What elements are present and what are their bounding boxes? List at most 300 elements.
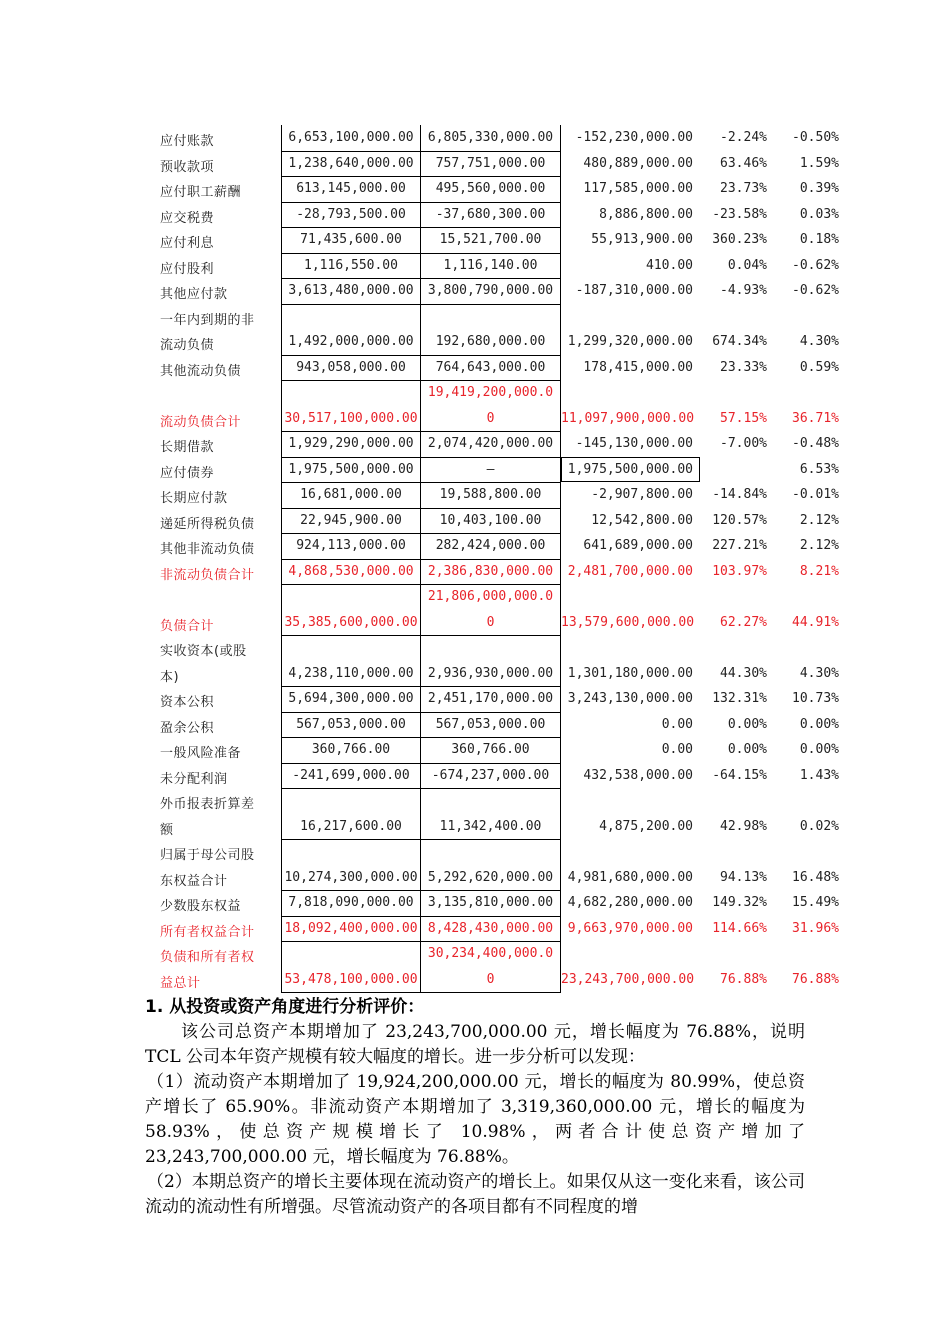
structure-change-cell [767,508,839,534]
row-label [160,227,278,253]
prior-period-cell [421,355,561,381]
row-label-line: 负债合计 [160,618,215,634]
current-period-cell [281,457,421,483]
row-label-line: 所有者权益合计 [160,924,255,940]
prior-period-cell-value: 2,451,170,000.00 [427,691,554,706]
prior-period-cell [421,380,561,431]
prior-period-cell-value: 5,292,620,000.00 [427,869,554,885]
prior-period-cell-value: 282,424,000.00 [435,538,546,553]
row-label-line: 应付利息 [160,236,215,251]
row-label-line: 应付股利 [160,261,215,277]
change-amount-cell-value: -152,230,000.00 [575,130,693,145]
row-label [160,253,278,279]
prior-period-cell [421,584,561,635]
structure-change-cell [767,176,839,202]
current-period-cell [281,227,421,253]
current-period-cell-value: -28,793,500.00 [296,206,406,222]
change-amount-cell [561,431,693,457]
prior-period-cell-value: 764,643,000.00 [435,359,546,375]
prior-period-cell [421,788,561,839]
row-label-line: 少数股东权益 [160,899,242,914]
table-row [0,890,950,916]
structure-change-cell-value: 0.03% [799,206,839,222]
row-label [160,278,278,304]
prior-period-cell-line: 0 [486,410,495,426]
current-period-cell-value: 1,929,290,000.00 [288,436,414,451]
prior-period-cell-value: 19,588,800.00 [439,487,542,502]
change-amount-cell [561,355,693,381]
change-rate-cell [693,635,767,686]
change-amount-cell [561,712,693,738]
change-amount-cell [561,176,693,202]
prior-period-cell [421,482,561,508]
current-period-cell-value: 924,113,000.00 [296,538,406,553]
change-amount-cell [561,380,693,431]
row-label-line: 其他非流动负债 [160,542,255,557]
change-rate-cell-value: 103.97% [712,563,767,579]
change-rate-cell [693,304,767,355]
current-period-cell [281,737,421,763]
change-amount-cell [561,253,693,279]
prior-period-cell [421,508,561,534]
current-period-cell [281,508,421,534]
prior-period-cell-value: 15,521,700.00 [439,232,542,247]
change-rate-cell [693,380,767,431]
row-label-line: 长期应付款 [160,491,228,506]
current-period-cell [281,304,421,355]
row-label [160,559,278,585]
structure-change-cell-value: 10.73% [792,691,839,706]
prior-period-cell [421,431,561,457]
structure-change-cell-value: 0.39% [799,181,839,196]
current-period-cell-value: 30,517,100,000.00 [284,410,418,426]
structure-change-cell [767,125,839,151]
structure-change-cell-value: -0.62% [792,283,839,298]
change-amount-cell [561,890,693,916]
structure-change-cell [767,278,839,304]
table-row [0,941,950,992]
current-period-cell-value: 6,653,100,000.00 [288,130,414,145]
structure-change-cell-value: -0.01% [792,487,839,502]
change-amount-cell-value: -187,310,000.00 [575,283,693,298]
change-rate-cell [693,941,767,992]
prior-period-cell-value: 192,680,000.00 [435,334,546,349]
structure-change-cell [767,355,839,381]
current-period-cell-value: 16,217,600.00 [300,818,402,834]
current-period-cell-value: 360,766.00 [311,742,391,757]
row-label [160,941,278,992]
prior-period-cell [421,941,561,992]
structure-change-cell [767,839,839,890]
current-period-cell-value: 53,478,100,000.00 [284,971,418,987]
change-rate-cell-value: 0.04% [727,257,767,273]
change-amount-cell [561,763,693,789]
prior-period-cell [421,304,561,355]
structure-change-cell [767,227,839,253]
change-rate-cell-value: 63.46% [720,155,767,171]
change-rate-cell-value: -64.15% [712,767,767,783]
current-period-cell [281,763,421,789]
current-period-cell-value: 4,238,110,000.00 [288,665,414,681]
change-amount-cell [561,559,693,585]
row-label-line: 应付职工薪酬 [160,185,242,200]
structure-change-cell-value: 2.12% [799,512,839,528]
current-period-cell-value: 71,435,600.00 [300,232,402,247]
row-label-line: 一年内到期的非 [160,312,255,328]
row-label-line: 应交税费 [160,210,215,226]
prior-period-cell [421,763,561,789]
change-rate-cell [693,508,767,534]
change-amount-cell [561,584,693,635]
current-period-cell-value: 1,492,000,000.00 [288,334,414,349]
structure-change-cell-value: -0.48% [792,436,839,451]
change-amount-cell-value: 4,875,200.00 [599,818,693,834]
change-amount-cell-value: 8,886,800.00 [599,206,693,222]
change-amount-cell-value: 13,579,600,000.00 [561,614,695,630]
change-amount-cell [561,941,693,992]
structure-change-cell-value: 0.02% [799,818,839,834]
current-period-cell [281,839,421,890]
structure-change-cell-value: 4.30% [799,665,839,681]
table-row [0,916,950,942]
prior-period-cell [421,151,561,177]
current-period-cell [281,941,421,992]
change-amount-cell-value: 3,243,130,000.00 [567,691,693,706]
prior-period-cell-line: 19,419,200,000.0 [427,385,554,400]
paragraph-3-text: （2）本期总资产的增长主要体现在流动资产的增长上。如果仅从这一变化来看，该公司流动的流动性有所增强。尽管流动资产的各项目都有不同程度的增 [145,1172,805,1217]
change-rate-cell [693,763,767,789]
change-amount-cell-value: 432,538,000.00 [583,767,693,783]
current-period-cell-value: 35,385,600,000.00 [284,614,418,630]
row-label [160,431,278,457]
prior-period-cell-line: 0 [486,614,495,630]
structure-change-cell [767,533,839,559]
current-period-cell [281,125,421,151]
structure-change-cell-value: 76.88% [792,971,839,987]
prior-period-cell [421,686,561,712]
change-rate-cell [693,737,767,763]
structure-change-cell-value: 16.48% [792,869,839,885]
change-rate-cell [693,686,767,712]
change-rate-cell-value: -14.84% [712,487,767,502]
row-label-line: 流动负债 [160,338,215,353]
prior-period-cell-value: 360,766.00 [451,742,530,757]
table-row [0,176,950,202]
row-label-line: 本) [160,669,180,685]
prior-period-cell-value: 3,800,790,000.00 [427,283,554,298]
change-amount-cell [561,686,693,712]
current-period-cell [281,916,421,942]
paragraph-2-text: （1）流动资产本期增加了 19,924,200,000.00 元，增长的幅度为 80.99%，使总资产增长了 65.90%。非流动资产本期增加了 3,319,360,000.00 元，增长的幅度为 58.93%，使总资产规模增长了 10.98%，两者合计使总资产增加了 23,243,700,000.00 元，增长幅度为 76.88%。 [145,1072,805,1167]
current-period-cell [281,686,421,712]
row-label-line: 非流动负债合计 [160,567,255,583]
change-rate-cell-value: -2.24% [720,130,767,145]
table-row [0,712,950,738]
structure-change-cell [767,788,839,839]
row-label [160,482,278,508]
change-amount-cell [561,151,693,177]
change-amount-cell [561,533,693,559]
prior-period-cell-value: -37,680,300.00 [435,206,546,222]
structure-change-cell [767,916,839,942]
prior-period-cell-value: 2,936,930,000.00 [427,665,554,681]
paragraph-1 [145,1020,805,1070]
prior-period-cell [421,227,561,253]
structure-change-cell-value: -0.62% [792,257,839,273]
table-row [0,304,950,355]
structure-change-cell-value: 2.12% [799,538,839,553]
row-label-line: 其他流动负债 [160,363,242,379]
current-period-cell-value: 22,945,900.00 [300,512,402,528]
change-rate-cell-value: 0.00% [727,716,767,732]
current-period-cell [281,712,421,738]
current-period-cell [281,431,421,457]
change-rate-cell [693,890,767,916]
row-label [160,890,278,916]
change-rate-cell-value: 360.23% [712,232,767,247]
table-row [0,227,950,253]
table-row [0,788,950,839]
current-period-cell-value: 1,975,500,000.00 [288,461,414,477]
change-amount-cell [561,839,693,890]
change-amount-cell-value: 641,689,000.00 [583,538,693,553]
row-label [160,508,278,534]
prior-period-cell-value: 3,135,810,000.00 [427,895,554,910]
structure-change-cell-value: 0.00% [799,742,839,757]
change-amount-cell-value: 12,542,800.00 [591,512,693,528]
row-label [160,202,278,228]
change-amount-cell [561,788,693,839]
change-rate-cell-value: 62.27% [720,614,767,630]
row-label-line: 未分配利润 [160,771,228,787]
structure-change-cell [767,686,839,712]
table-row [0,380,950,431]
change-rate-cell [693,839,767,890]
current-period-cell-value: -241,699,000.00 [292,767,410,783]
row-label-line: 实收资本(或股 [160,644,247,659]
current-period-cell [281,355,421,381]
change-rate-cell [693,278,767,304]
current-period-cell-value: 613,145,000.00 [296,181,406,196]
structure-change-cell-value: 6.53% [799,461,839,477]
table-row [0,151,950,177]
table-row [0,763,950,789]
structure-change-cell-value: 1.59% [799,155,839,171]
change-rate-cell-value: 23.73% [720,181,767,196]
row-label [160,304,278,355]
change-amount-cell-value: 9,663,970,000.00 [567,920,693,936]
change-rate-cell-value: 76.88% [720,971,767,987]
current-period-cell [281,482,421,508]
change-rate-cell-value: 44.30% [720,665,767,681]
row-label [160,686,278,712]
structure-change-cell-value: 1.43% [799,767,839,783]
change-rate-cell-value: 0.00% [727,742,767,757]
prior-period-cell-value: 8,428,430,000.00 [427,920,554,936]
paragraph-1-text: 该公司总资产本期增加了 23,243,700,000.00 元，增长幅度为 76.88%，说明 TCL 公司本年资产规模有较大幅度的增长。进一步分析可以发现： [145,1022,805,1067]
section-heading: 1. 从投资或资产角度进行分析评价： [145,997,425,1017]
prior-period-cell [421,457,561,483]
row-label-line: 递延所得税负债 [160,516,255,532]
structure-change-cell-value: 0.18% [799,232,839,247]
change-rate-cell [693,559,767,585]
change-rate-cell [693,176,767,202]
change-rate-cell-value: 227.21% [712,538,767,553]
structure-change-cell [767,559,839,585]
change-rate-cell [693,482,767,508]
change-rate-cell-value: 42.98% [720,818,767,834]
change-amount-cell-value: 4,981,680,000.00 [567,869,693,885]
change-amount-cell-value: 2,481,700,000.00 [567,563,693,579]
prior-period-cell [421,278,561,304]
current-period-cell [281,253,421,279]
current-period-cell-value: 10,274,300,000.00 [284,869,418,885]
change-amount-cell [561,635,693,686]
change-rate-cell-value: 132.31% [712,691,767,706]
prior-period-cell-value: -674,237,000.00 [431,767,550,783]
prior-period-cell-value: — [486,461,495,477]
row-divider [281,992,561,993]
current-period-cell [281,788,421,839]
prior-period-cell-line: 21,806,000,000.0 [427,589,554,604]
current-period-cell-value: 1,116,550.00 [304,257,398,273]
prior-period-cell-value: 757,751,000.00 [435,155,546,171]
row-label [160,712,278,738]
change-amount-cell [561,508,693,534]
current-period-cell-value: 3,613,480,000.00 [288,283,414,298]
change-amount-cell-value: 1,299,320,000.00 [567,334,693,349]
structure-change-cell [767,457,839,483]
change-amount-cell [561,202,693,228]
structure-change-cell-value: 31.96% [792,920,839,936]
row-label [160,176,278,202]
current-period-cell [281,533,421,559]
change-amount-cell-value: 117,585,000.00 [583,181,693,196]
change-rate-cell [693,227,767,253]
row-label-line: 其他应付款 [160,287,228,302]
prior-period-cell [421,839,561,890]
structure-change-cell [767,941,839,992]
structure-change-cell-value: 8.21% [799,563,839,579]
row-label-line: 流动负债合计 [160,414,242,430]
row-label-line: 东权益合计 [160,873,228,889]
current-period-cell [281,635,421,686]
table-row [0,278,950,304]
change-amount-cell [561,457,693,483]
row-label-line: 资本公积 [160,695,215,710]
table-row [0,559,950,585]
change-amount-cell-value: 1,301,180,000.00 [567,665,693,681]
structure-change-cell [767,584,839,635]
change-rate-cell [693,202,767,228]
paragraph-3 [145,1170,805,1220]
prior-period-cell-value: 2,386,830,000.00 [427,563,554,579]
change-amount-cell-value: 480,889,000.00 [583,155,693,171]
change-amount-cell-value: 178,415,000.00 [583,359,693,375]
change-rate-cell-value: 149.32% [712,895,767,910]
row-label [160,380,278,431]
table-row [0,253,950,279]
table-row [0,635,950,686]
prior-period-cell-line: 30,234,400,000.0 [427,946,554,961]
table-row [0,584,950,635]
current-period-cell-value: 16,681,000.00 [300,487,402,502]
change-amount-cell-value: 0.00 [661,742,693,757]
row-label-line: 预收款项 [160,159,215,175]
change-amount-cell-value: -145,130,000.00 [575,436,693,451]
table-row [0,202,950,228]
change-rate-cell-value: -4.93% [720,283,767,298]
change-rate-cell [693,355,767,381]
row-label-line: 益总计 [160,975,201,991]
change-rate-cell-value: -7.00% [720,436,767,451]
table-row [0,457,950,483]
row-label-line: 一般风险准备 [160,746,242,761]
table-row [0,355,950,381]
current-period-cell [281,176,421,202]
table-row [0,125,950,151]
structure-change-cell [767,151,839,177]
change-amount-cell-value: 23,243,700,000.00 [561,971,695,987]
structure-change-cell-value: 36.71% [792,410,839,426]
prior-period-cell [421,635,561,686]
structure-change-cell [767,763,839,789]
structure-change-cell-value: 15.49% [792,895,839,910]
current-period-cell-value: 4,868,530,000.00 [288,563,414,579]
prior-period-cell [421,176,561,202]
current-period-cell-value: 943,058,000.00 [296,359,406,375]
structure-change-cell [767,712,839,738]
change-rate-cell-value: 57.15% [720,410,767,426]
change-amount-cell-value: 1,975,500,000.00 [567,461,693,477]
change-amount-cell [561,278,693,304]
change-rate-cell [693,533,767,559]
analysis-text [145,995,805,1220]
change-amount-cell-value: -2,907,800.00 [591,487,693,502]
change-rate-cell [693,788,767,839]
table-row [0,737,950,763]
current-period-cell-value: 1,238,640,000.00 [288,155,414,171]
structure-change-cell [767,202,839,228]
row-label [160,151,278,177]
change-amount-cell [561,304,693,355]
row-label-line: 盈余公积 [160,720,215,736]
change-rate-cell [693,431,767,457]
current-period-cell [281,890,421,916]
table-row [0,533,950,559]
change-amount-cell-value: 11,097,900,000.00 [561,410,695,426]
prior-period-cell-value: 11,342,400.00 [439,818,542,834]
prior-period-cell-value: 567,053,000.00 [435,716,546,732]
structure-change-cell [767,890,839,916]
change-rate-cell-value: 674.34% [712,334,767,349]
change-rate-cell [693,125,767,151]
row-label [160,763,278,789]
change-rate-cell [693,584,767,635]
structure-change-cell [767,253,839,279]
change-amount-cell-value: 410.00 [646,257,693,273]
current-period-cell [281,559,421,585]
current-period-cell [281,151,421,177]
change-rate-cell-value: -23.58% [712,206,767,222]
row-label [160,839,278,890]
row-label [160,635,278,686]
change-rate-cell [693,151,767,177]
prior-period-cell-value: 2,074,420,000.00 [427,436,554,451]
prior-period-cell [421,125,561,151]
row-label [160,584,278,635]
current-period-cell [281,278,421,304]
